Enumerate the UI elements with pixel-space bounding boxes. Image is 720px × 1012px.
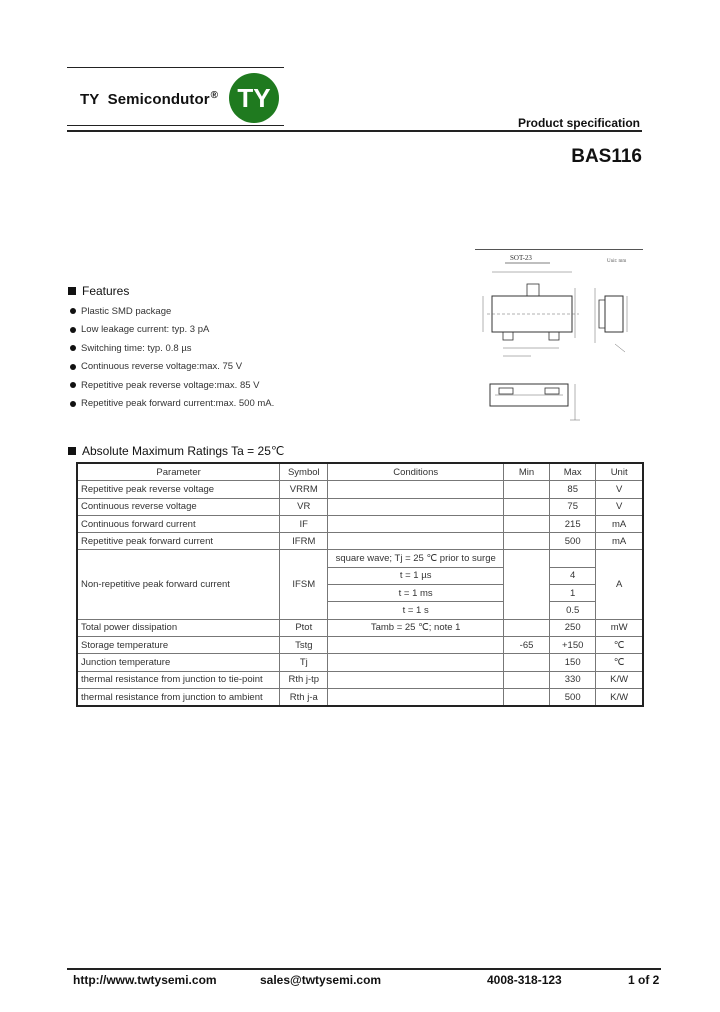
feature-text: Switching time: typ. 0.8 µs: [81, 342, 192, 354]
footer-email[interactable]: sales@twtysemi.com: [260, 973, 382, 987]
cell-min: [503, 619, 549, 636]
cell-symbol: IFSM: [280, 550, 328, 619]
cell-conditions: t = 1 µs: [328, 567, 504, 584]
feature-item: [70, 321, 274, 340]
company-name-text: TY Semicondutor: [80, 91, 210, 108]
cell-conditions: [328, 671, 504, 688]
cell-max: 4: [550, 567, 596, 584]
cell-unit: A: [596, 550, 643, 619]
header-unit: Unit: [596, 463, 643, 481]
cell-symbol: VRRM: [280, 481, 328, 498]
cell-symbol: Tj: [280, 654, 328, 671]
cell-conditions: [328, 636, 504, 653]
cell-symbol: IF: [280, 515, 328, 532]
table-row: [77, 515, 643, 532]
header-logo-rule: [67, 125, 284, 126]
header-top-rule: [67, 67, 284, 68]
table-row: [77, 533, 643, 550]
cell-min: [503, 688, 549, 706]
package-name: SOT-23: [510, 254, 532, 262]
company-logo: [229, 73, 279, 123]
cell-max: 0.5: [550, 602, 596, 619]
package-unit-label: Unit: mm: [607, 259, 627, 264]
cell-min: -65: [503, 636, 549, 653]
cell-max: 75: [550, 498, 596, 515]
ratings-title: Absolute Maximum Ratings Ta = 25℃: [82, 444, 285, 458]
ratings-bullet-square: [68, 447, 76, 455]
footer-url[interactable]: http://www.twtysemi.com: [73, 973, 217, 987]
table-row: [77, 550, 643, 567]
cell-max: 1: [550, 585, 596, 602]
cell-unit: mA: [596, 533, 643, 550]
features-title: Features: [82, 284, 130, 298]
company-name: [80, 90, 218, 108]
logo-text: TY: [237, 82, 271, 113]
cell-parameter: Repetitive peak forward current: [77, 533, 280, 550]
cell-max: 250: [550, 619, 596, 636]
feature-text: Continuous reverse voltage:max. 75 V: [81, 361, 243, 373]
cell-max: 85: [550, 481, 596, 498]
cell-conditions: square wave; Tj = 25 ℃ prior to surge: [328, 550, 504, 567]
feature-item: [70, 376, 274, 395]
cell-min: [503, 654, 549, 671]
cell-conditions: t = 1 s: [328, 602, 504, 619]
cell-symbol: Rth j-a: [280, 688, 328, 706]
cell-min: [503, 671, 549, 688]
registered-mark: ®: [210, 90, 219, 101]
footer-rule: [67, 968, 661, 970]
feature-text: Low leakage current: typ. 3 pA: [81, 324, 210, 336]
cell-conditions: [328, 481, 504, 498]
cell-conditions: [328, 515, 504, 532]
cell-max: +150: [550, 636, 596, 653]
feature-text: Repetitive peak forward current:max. 500 mA.: [81, 398, 275, 410]
cell-conditions: Tamb = 25 ℃; note 1: [328, 619, 504, 636]
feature-item: [70, 395, 274, 414]
cell-parameter: Storage temperature: [77, 636, 280, 653]
cell-parameter: Junction temperature: [77, 654, 280, 671]
cell-min: [503, 533, 549, 550]
cell-unit: K/W: [596, 688, 643, 706]
header-min: Min: [503, 463, 549, 481]
bullet-dot-icon: [70, 345, 76, 351]
cell-conditions: [328, 533, 504, 550]
header-main-rule: [67, 130, 642, 132]
cell-conditions: [328, 498, 504, 515]
cell-parameter: Continuous forward current: [77, 515, 280, 532]
cell-unit: mA: [596, 515, 643, 532]
table-row: [77, 671, 643, 688]
cell-conditions: [328, 654, 504, 671]
header-symbol: Symbol: [280, 463, 328, 481]
cell-symbol: Tstg: [280, 636, 328, 653]
header-parameter: Parameter: [77, 463, 280, 481]
cell-min: [503, 481, 549, 498]
bullet-dot-icon: [70, 382, 76, 388]
table-header-row: [77, 463, 643, 481]
feature-text: Repetitive peak reverse voltage:max. 85 V: [81, 379, 260, 391]
features-heading: [68, 284, 129, 298]
part-number: BAS116: [571, 146, 642, 167]
cell-unit: ℃: [596, 636, 643, 653]
feature-item: [70, 302, 274, 321]
cell-unit: ℃: [596, 654, 643, 671]
cell-symbol: VR: [280, 498, 328, 515]
cell-parameter: Repetitive peak reverse voltage: [77, 481, 280, 498]
table-row: [77, 498, 643, 515]
absolute-maximum-ratings-table: [76, 462, 644, 707]
bullet-dot-icon: [70, 308, 76, 314]
cell-unit: mW: [596, 619, 643, 636]
table-row: [77, 654, 643, 671]
cell-parameter: Continuous reverse voltage: [77, 498, 280, 515]
footer-page-number: 1 of 2: [628, 973, 660, 987]
product-specification-label: Product specification: [517, 116, 640, 130]
bullet-dot-icon: [70, 364, 76, 370]
cell-max: 500: [550, 533, 596, 550]
cell-parameter: thermal resistance from junction to ambient: [77, 688, 280, 706]
cell-unit: V: [596, 481, 643, 498]
feature-text: Plastic SMD package: [81, 305, 172, 317]
ratings-heading: [68, 444, 284, 458]
cell-unit: K/W: [596, 671, 643, 688]
features-bullet-square: [68, 287, 76, 295]
package-outline-drawing: [475, 248, 645, 438]
cell-max: 150: [550, 654, 596, 671]
table-row: [77, 619, 643, 636]
feature-item: [70, 339, 274, 358]
cell-symbol: Ptot: [280, 619, 328, 636]
cell-min: [503, 515, 549, 532]
cell-max: [550, 550, 596, 567]
cell-conditions: t = 1 ms: [328, 585, 504, 602]
footer-phone: 4008-318-123: [487, 973, 562, 987]
cell-max: 330: [550, 671, 596, 688]
cell-symbol: IFRM: [280, 533, 328, 550]
feature-item: [70, 358, 274, 377]
table-row: [77, 636, 643, 653]
cell-parameter: Non-repetitive peak forward current: [77, 550, 280, 619]
cell-parameter: thermal resistance from junction to tie-point: [77, 671, 280, 688]
table-row: [77, 688, 643, 706]
bullet-dot-icon: [70, 327, 76, 333]
cell-parameter: Total power dissipation: [77, 619, 280, 636]
header-conditions: Conditions: [328, 463, 504, 481]
cell-min: [503, 498, 549, 515]
cell-conditions: [328, 688, 504, 706]
cell-max: 215: [550, 515, 596, 532]
header-max: Max: [550, 463, 596, 481]
bullet-dot-icon: [70, 401, 76, 407]
cell-max: 500: [550, 688, 596, 706]
cell-symbol: Rth j-tp: [280, 671, 328, 688]
features-list: [70, 302, 274, 413]
cell-unit: V: [596, 498, 643, 515]
table-row: [77, 481, 643, 498]
cell-min: [503, 550, 549, 619]
